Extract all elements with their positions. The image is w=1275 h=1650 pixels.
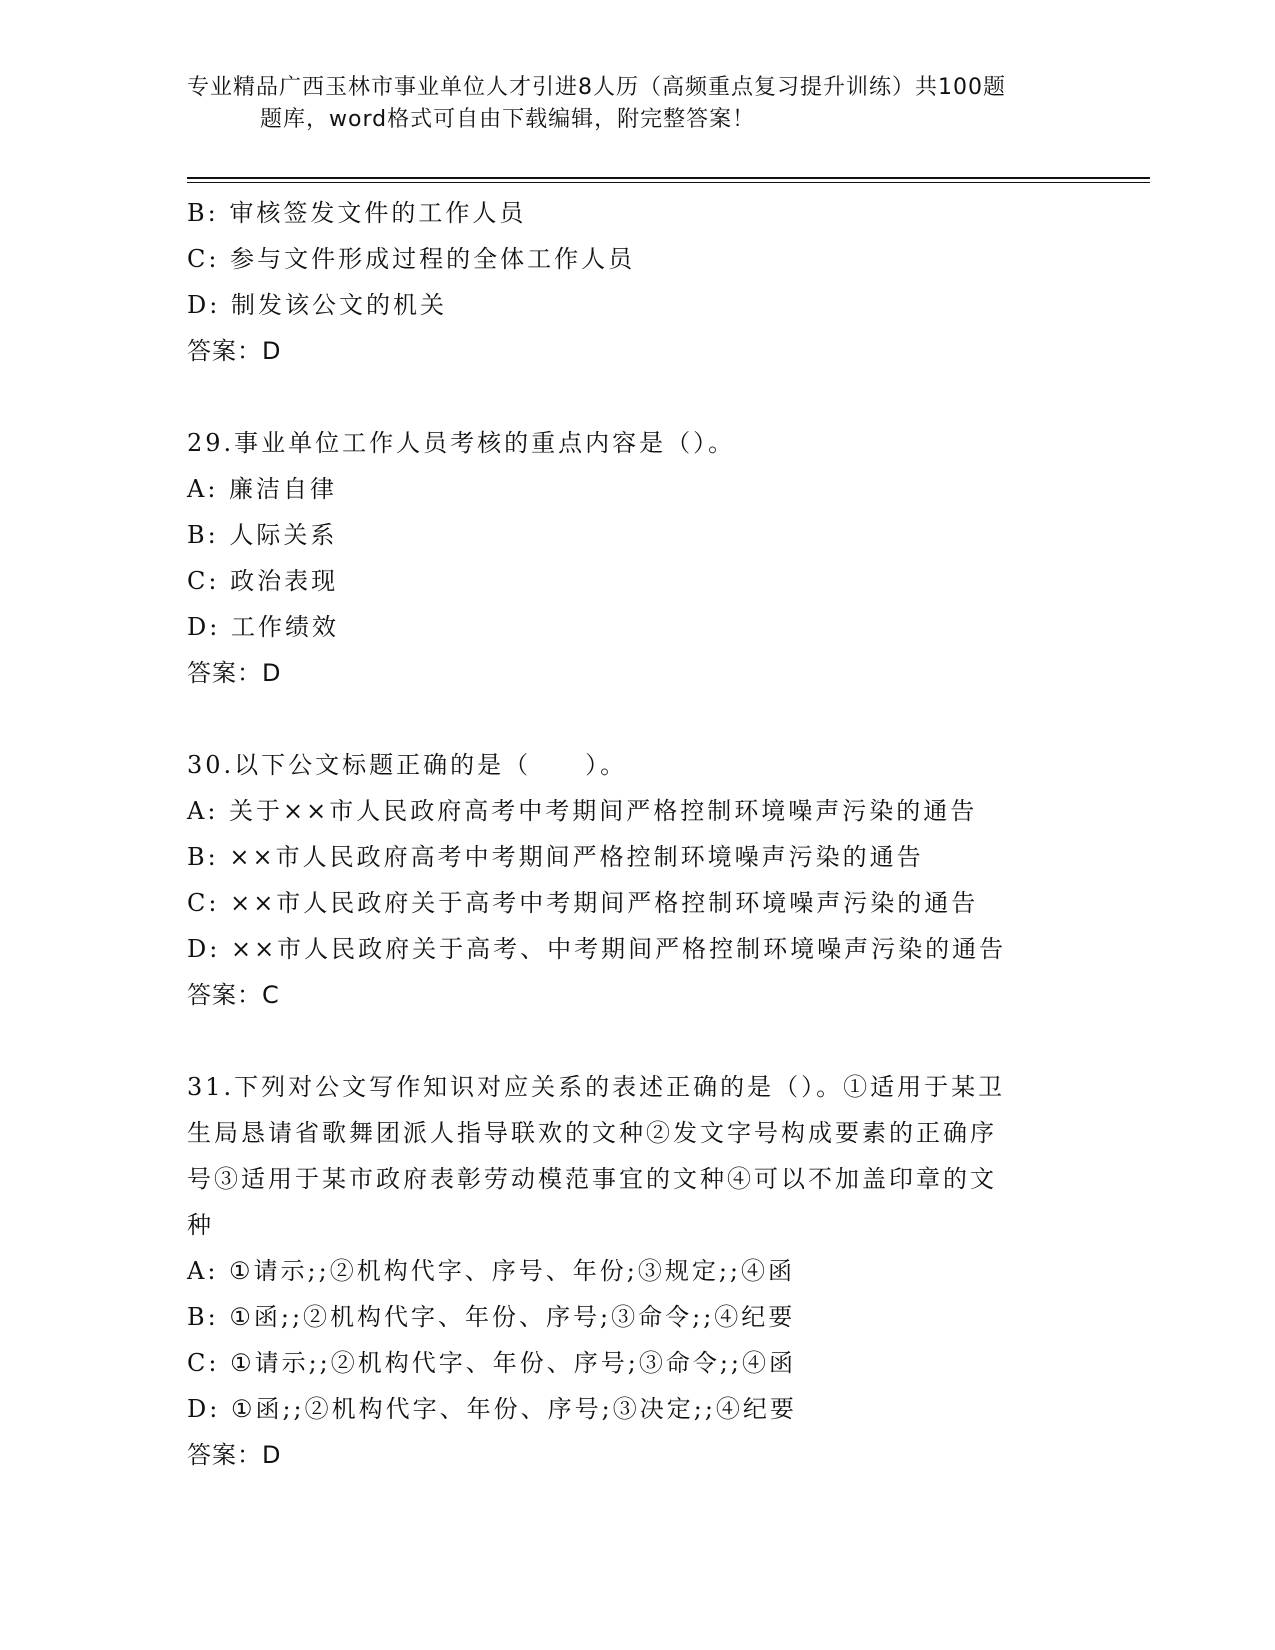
option-c: C: ××市人民政府关于高考中考期间严格控制环境噪声污染的通告	[187, 889, 979, 917]
answer: 答案：C	[187, 981, 280, 1009]
question-stem: 29.事业单位工作人员考核的重点内容是（）。	[187, 429, 736, 457]
option-d: D: ①函;;②机构代字、年份、序号;③决定;;④纪要	[187, 1395, 797, 1423]
question-stem-line: 种	[187, 1211, 214, 1239]
option-a: A: 关于××市人民政府高考中考期间严格控制环境噪声污染的通告	[187, 797, 978, 825]
option-c: C: 政治表现	[187, 567, 339, 595]
question-stem-line: 生局恳请省歌舞团派人指导联欢的文种②发文字号构成要素的正确序	[187, 1119, 997, 1147]
header-divider	[187, 177, 1150, 183]
option-b: B: 审核签发文件的工作人员	[187, 199, 527, 227]
option-d: D: ××市人民政府关于高考、中考期间严格控制环境噪声污染的通告	[187, 935, 1007, 963]
page-header	[187, 72, 1087, 136]
question-stem: 30.以下公文标题正确的是（ ）。	[187, 751, 628, 779]
answer: 答案：D	[187, 337, 282, 365]
option-b: B: 人际关系	[187, 521, 338, 549]
answer: 答案：D	[187, 1441, 282, 1469]
header-line-2: 题库，word格式可自由下载编辑，附完整答案！	[260, 107, 756, 132]
option-c: C: 参与文件形成过程的全体工作人员	[187, 245, 636, 273]
option-d: D: 制发该公文的机关	[187, 291, 447, 319]
answer: 答案：D	[187, 659, 282, 687]
option-b: B: ①函;;②机构代字、年份、序号;③命令;;④纪要	[187, 1303, 796, 1331]
option-d: D: 工作绩效	[187, 613, 339, 641]
option-b: B: ××市人民政府高考中考期间严格控制环境噪声污染的通告	[187, 843, 924, 871]
document-body	[187, 190, 1087, 1478]
header-line-1: 专业精品广西玉林市事业单位人才引进8人历（高频重点复习提升训练）共100题	[187, 75, 1006, 100]
option-a: A: ①请示;;②机构代字、序号、年份;③规定;;④函	[187, 1257, 795, 1285]
question-stem-line: 号③适用于某市政府表彰劳动模范事宜的文种④可以不加盖印章的文	[187, 1165, 997, 1193]
option-a: A: 廉洁自律	[187, 475, 338, 503]
question-stem-line: 31.下列对公文写作知识对应关系的表述正确的是（）。①适用于某卫	[187, 1073, 1006, 1101]
option-c: C: ①请示;;②机构代字、年份、序号;③命令;;④函	[187, 1349, 797, 1377]
